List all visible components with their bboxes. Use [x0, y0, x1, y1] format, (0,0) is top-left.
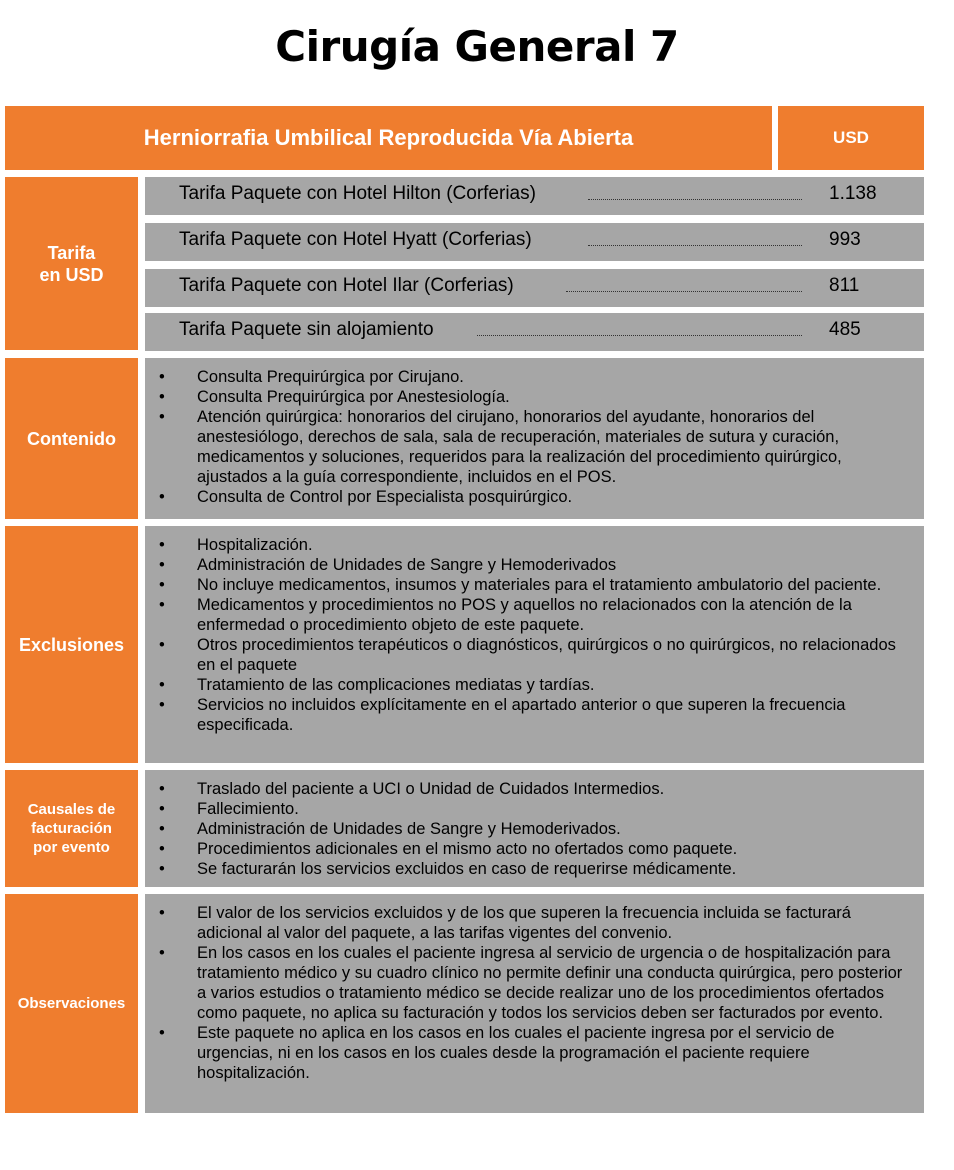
list-item: • El valor de los servicios excluidos y de los que superen la frecuencia incluida se facturará adicional al valor del paquete, a las tarifas vigentes del convenio.	[159, 903, 904, 943]
list-item: • Atención quirúrgica: honorarios del cirujano, honorarios del ayudante, honorarios del anestesiólogo, derechos de sala, sala de recuperación, materiales de sutura y curación, medicamentos y soluciones, requeridos para la realización del procedimiento quirúrgico, ajustados a la guía correspondiente, incluidos en el POS.	[159, 407, 904, 487]
contenido-panel	[145, 358, 924, 519]
contenido-list	[159, 367, 904, 507]
rate-value: 811	[829, 275, 860, 296]
rate-label: Tarifa Paquete con Hotel Hyatt (Corferias)	[179, 229, 532, 250]
causales-panel	[145, 770, 924, 887]
list-item: • Traslado del paciente a UCI o Unidad de Cuidados Intermedios.	[159, 779, 904, 799]
causales-list	[159, 779, 904, 879]
contenido-label: Contenido	[5, 358, 138, 519]
list-item: • Consulta Prequirúrgica por Anestesiología.	[159, 387, 904, 407]
exclusiones-panel	[145, 526, 924, 763]
list-item: • Consulta Prequirúrgica por Cirujano.	[159, 367, 904, 387]
rate-row-ilar	[145, 269, 924, 307]
rate-label: Tarifa Paquete con Hotel Ilar (Corferias)	[179, 275, 514, 296]
list-item: • Medicamentos y procedimientos no POS y aquellos no relacionados con la atención de la enfermedad o procedimiento objeto de este paquete.	[159, 595, 904, 635]
list-item: • Consulta de Control por Especialista posquirúrgico.	[159, 487, 904, 507]
list-item: • Tratamiento de las complicaciones mediatas y tardías.	[159, 675, 904, 695]
rate-value: 485	[829, 319, 861, 340]
procedure-header: Herniorrafia Umbilical Reproducida Vía Abierta	[5, 106, 772, 170]
rate-row-hyatt	[145, 223, 924, 261]
list-item: • Este paquete no aplica en los casos en los cuales el paciente ingresa por el servicio de urgencias, ni en los casos en los cuales desde la programación el paciente requiere hospitalización.	[159, 1023, 904, 1083]
leader-dots	[588, 245, 802, 246]
tarifa-label	[5, 177, 138, 350]
list-item: • En los casos en los cuales el paciente ingresa al servicio de urgencia o de hospitalización para tratamiento médico y su cuadro clínico no permite definir una conducta quirúrgica, pero posterior a varios estudios o tratamiento médico se decide realizar uno de los procedimientos ofertados como paquete, no aplica su facturación y todos los servicios deben ser facturados por evento.	[159, 943, 904, 1023]
rate-label: Tarifa Paquete con Hotel Hilton (Corferias)	[179, 183, 536, 204]
exclusiones-label: Exclusiones	[5, 526, 138, 763]
page-title: Cirugía General 7	[275, 22, 679, 71]
exclusiones-list	[159, 535, 904, 735]
list-item: • Administración de Unidades de Sangre y Hemoderivados.	[159, 819, 904, 839]
observaciones-list	[159, 903, 904, 1083]
leader-dots	[477, 335, 802, 336]
rate-row-sin-alojamiento	[145, 313, 924, 351]
list-item: • Administración de Unidades de Sangre y Hemoderivados	[159, 555, 904, 575]
causales-label-line3: por evento	[33, 839, 110, 856]
list-item: • Otros procedimientos terapéuticos o diagnósticos, quirúrgicos o no quirúrgicos, no relacionados en el paquete	[159, 635, 904, 675]
tarifa-label-line1: Tarifa	[47, 242, 96, 263]
currency-header: USD	[778, 106, 924, 170]
list-item: • Se facturarán los servicios excluidos en caso de requerirse médicamente.	[159, 859, 904, 879]
causales-label-line1: Causales de	[27, 801, 116, 818]
causales-label	[5, 770, 138, 887]
rate-value: 1.138	[829, 183, 877, 204]
list-item: • Hospitalización.	[159, 535, 904, 555]
list-item: • Fallecimiento.	[159, 799, 904, 819]
list-item: • No incluye medicamentos, insumos y materiales para el tratamiento ambulatorio del paciente.	[159, 575, 904, 595]
rate-label: Tarifa Paquete sin alojamiento	[179, 319, 434, 340]
causales-label-line2: facturación	[31, 820, 112, 837]
tarifa-label-line2: en USD	[39, 264, 104, 285]
leader-dots	[588, 199, 802, 200]
rate-value: 993	[829, 229, 861, 250]
list-item: • Procedimientos adicionales en el mismo acto no ofertados como paquete.	[159, 839, 904, 859]
observaciones-label: Observaciones	[5, 894, 138, 1113]
observaciones-panel	[145, 894, 924, 1113]
leader-dots	[566, 291, 802, 292]
list-item: • Servicios no incluidos explícitamente en el apartado anterior o que superen la frecuencia especificada.	[159, 695, 904, 735]
rate-row-hilton	[145, 177, 924, 215]
